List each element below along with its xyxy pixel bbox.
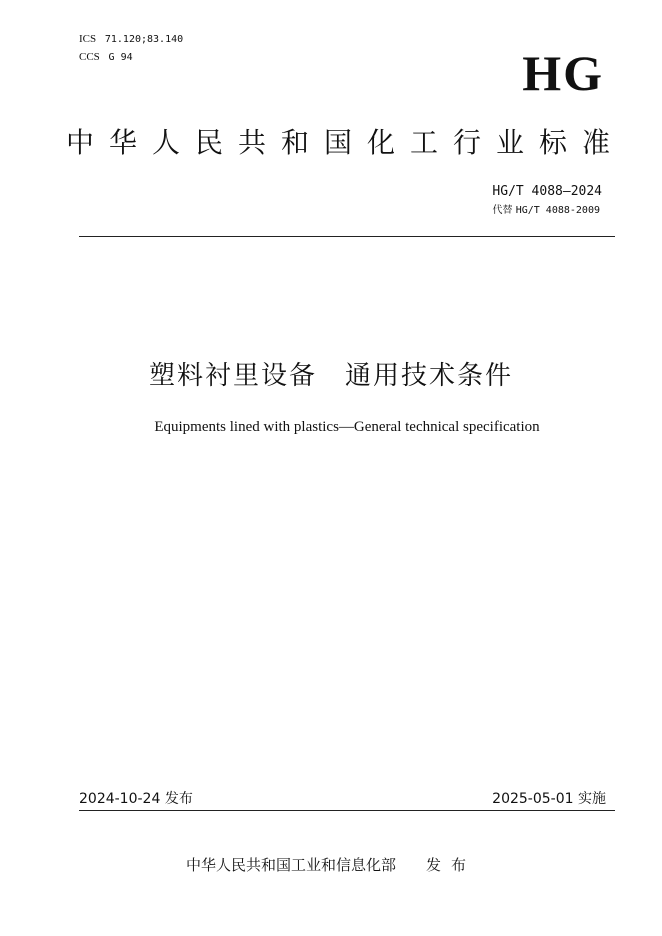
ccs-value: G 94 bbox=[108, 52, 133, 63]
ccs-classification bbox=[79, 50, 133, 65]
bottom-divider bbox=[79, 810, 615, 811]
standard-number: HG/T 4088—2024 bbox=[492, 184, 602, 199]
ics-classification bbox=[79, 32, 183, 47]
top-divider bbox=[79, 236, 615, 237]
issuing-authority bbox=[0, 855, 662, 875]
title-english: Equipments lined with plastics—General technical specification bbox=[154, 419, 540, 435]
issue-date-value: 2024-10-24 bbox=[79, 791, 161, 807]
ics-value: 71.120;83.140 bbox=[104, 34, 184, 45]
issuer-name: 中华人民共和国工业和信息化部 bbox=[185, 856, 396, 874]
implementation-date-value: 2025-05-01 bbox=[492, 791, 574, 807]
replaces-standard bbox=[493, 204, 600, 217]
issuer-action: 发布 bbox=[426, 856, 477, 874]
implementation-date bbox=[492, 790, 606, 808]
organization-title: 中华人民共和国化工行业标准 bbox=[66, 126, 626, 159]
title-chinese: 塑料衬里设备 通用技术条件 bbox=[148, 361, 513, 391]
replaces-label: 代替 bbox=[492, 205, 513, 216]
issue-label: 发布 bbox=[164, 791, 193, 807]
hg-logo: HG bbox=[522, 45, 604, 101]
replaces-code: HG/T 4088-2009 bbox=[515, 205, 600, 216]
issue-date bbox=[79, 790, 193, 808]
ccs-label: CCS bbox=[79, 51, 100, 63]
implementation-label: 实施 bbox=[578, 791, 606, 807]
ics-label: ICS bbox=[79, 33, 97, 45]
